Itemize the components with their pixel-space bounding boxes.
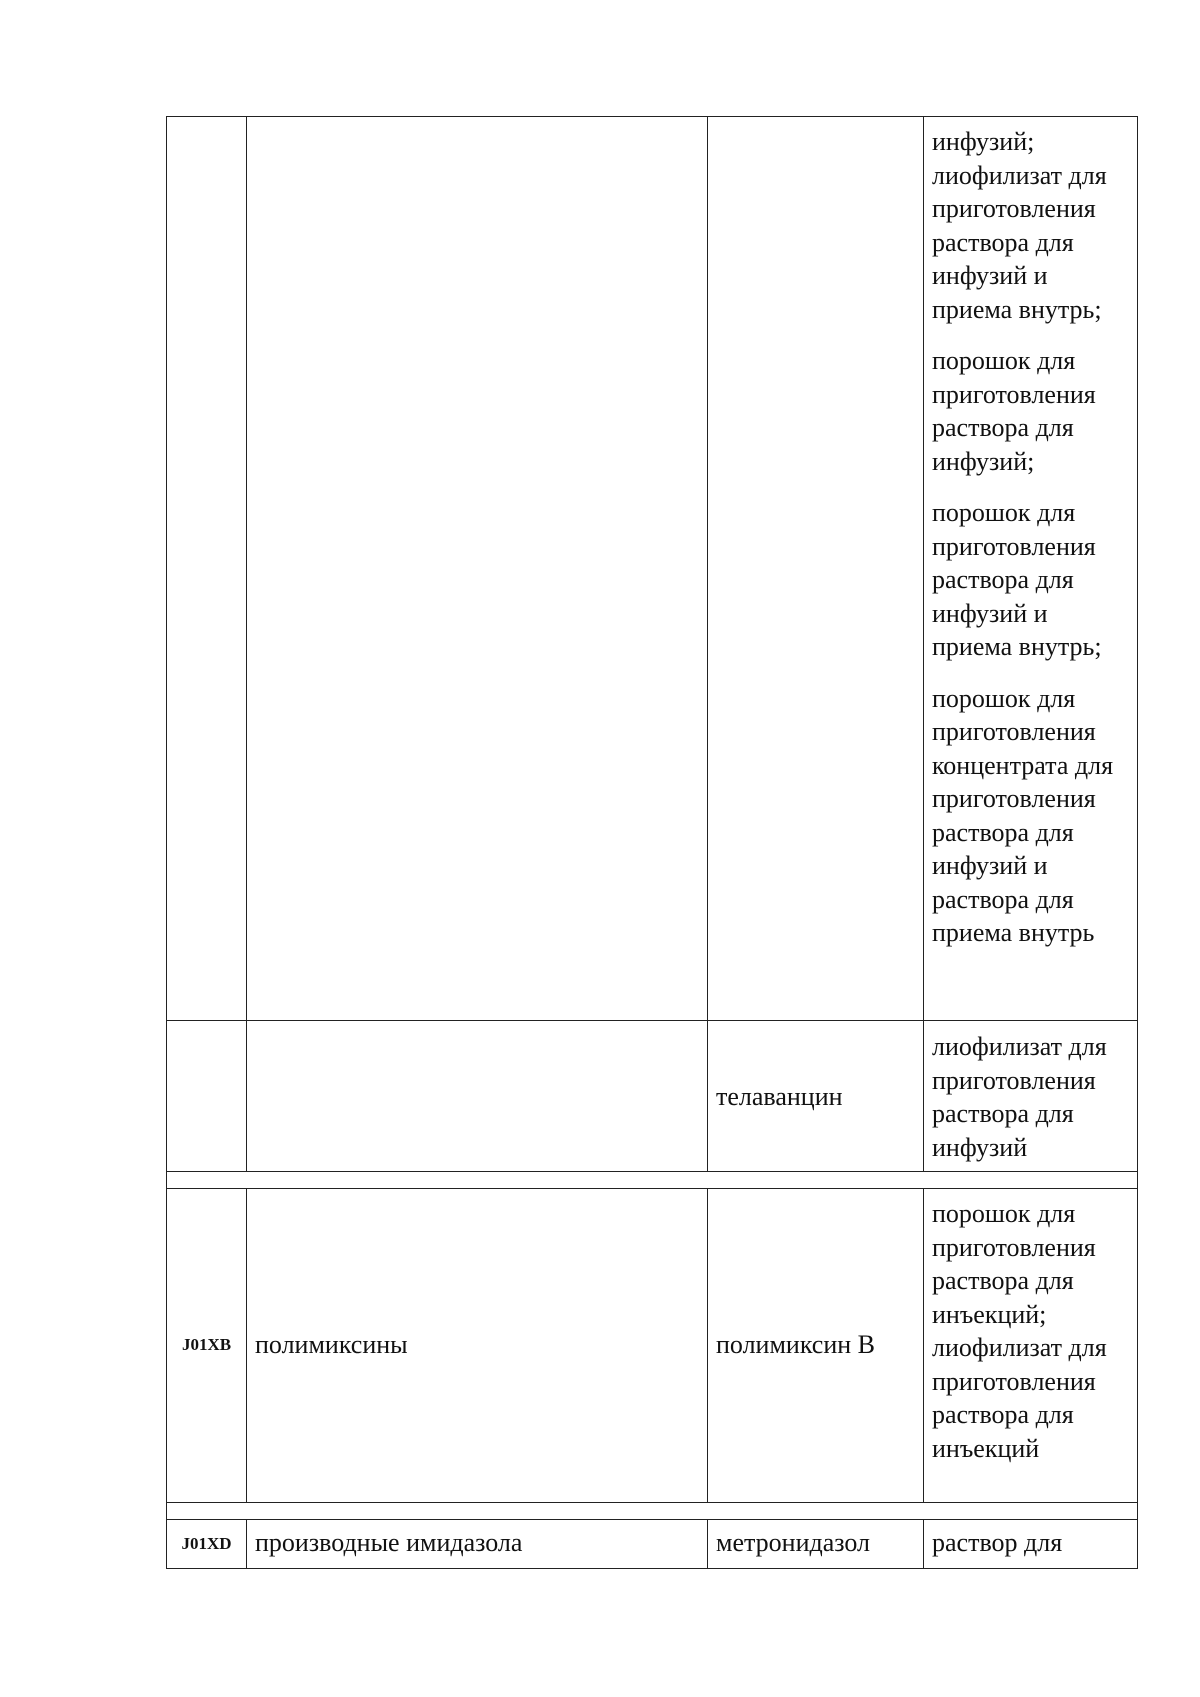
dosage-form-text: раствор для: [932, 1528, 1063, 1557]
drug-name-cell: [707, 116, 924, 1021]
atc-code: J01XD: [181, 1534, 232, 1553]
dosage-form-cell: [923, 116, 1138, 1021]
dosage-form-text: инфузий; лиофилизат для приготовления раствора для инфузий и приема внутрь;: [932, 127, 1107, 324]
table-row: [166, 116, 1138, 1021]
dosage-form-text: порошок для приготовления раствора для инфузий;: [932, 346, 1096, 476]
table-row: [166, 1188, 1138, 1503]
dosage-form-text: порошок для приготовления раствора для инъекций; лиофилизат для приготовления раствора для инъекций: [932, 1199, 1107, 1463]
group-name-cell: [246, 1519, 708, 1569]
atc-code: J01XB: [181, 1335, 232, 1354]
dosage-form-text: порошок для приготовления концентрата для приготовления раствора для инфузий и раствора для приема внутрь: [932, 683, 1114, 947]
atc-code-cell: [166, 1020, 247, 1172]
group-name-cell: [246, 1188, 708, 1503]
drug-name-cell: [707, 1020, 924, 1172]
dosage-form-cell: [923, 1519, 1138, 1569]
spacer-cell: [166, 1171, 1138, 1189]
group-name: полимиксины: [255, 1330, 408, 1359]
dosage-form-cell: [923, 1020, 1138, 1172]
drug-name-cell: [707, 1188, 924, 1503]
dosage-form-text: лиофилизат для приготовления раствора для инфузий: [932, 1032, 1107, 1162]
atc-code-cell: [166, 116, 247, 1021]
drug-name: метронидазол: [716, 1528, 871, 1557]
dosage-form-cell: [923, 1188, 1138, 1503]
atc-code-cell: [166, 1188, 247, 1503]
dosage-form-list: [932, 125, 1133, 950]
table-row: [166, 1020, 1138, 1172]
spacer-cell: [166, 1502, 1138, 1520]
table-spacer-row: [166, 1502, 1138, 1520]
group-name-cell: [246, 1020, 708, 1172]
drug-name-cell: [707, 1519, 924, 1569]
table-spacer-row: [166, 1171, 1138, 1189]
drug-name: телаванцин: [716, 1082, 843, 1111]
drug-name: полимиксин B: [716, 1330, 876, 1359]
group-name-cell: [246, 116, 708, 1021]
atc-code-cell: [166, 1519, 247, 1569]
group-name: производные имидазола: [255, 1528, 523, 1557]
table-row: [166, 1519, 1138, 1569]
dosage-form-text: порошок для приготовления раствора для инфузий и приема внутрь;: [932, 498, 1102, 661]
